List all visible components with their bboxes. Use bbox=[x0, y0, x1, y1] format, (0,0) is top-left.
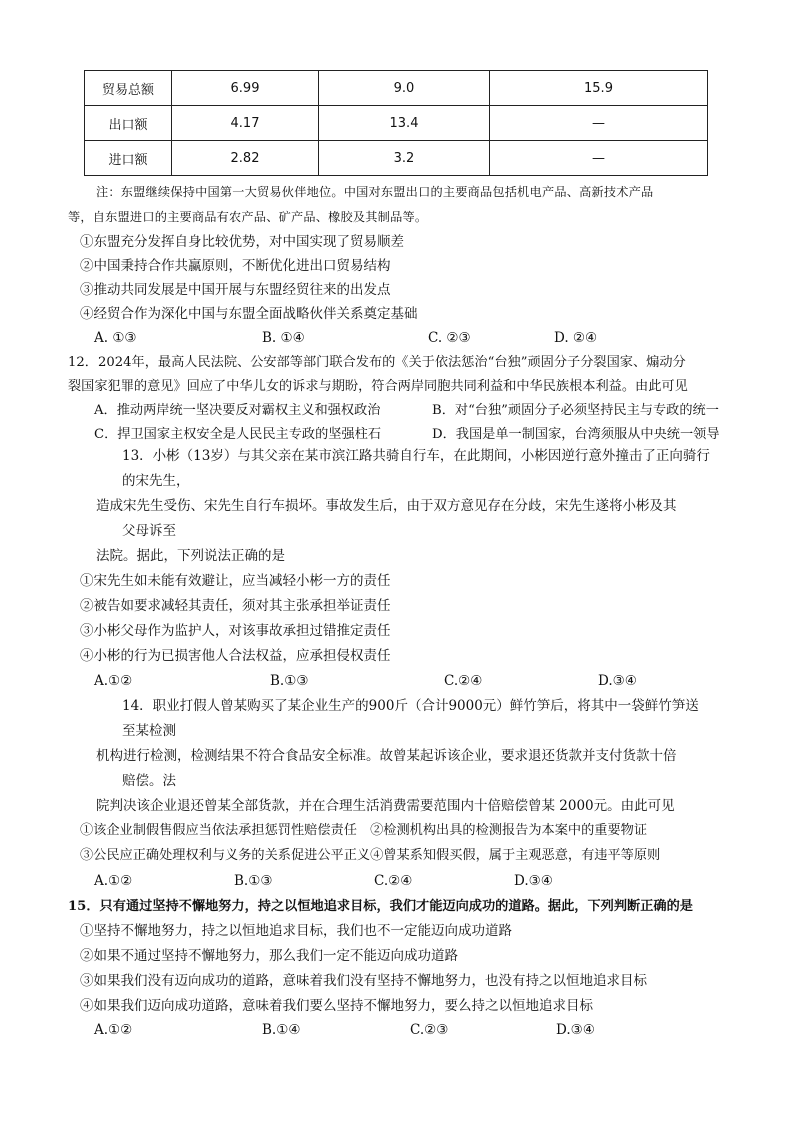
table-cell: — bbox=[490, 106, 708, 141]
q12-stem: 12．2024年，最高人民法院、公安部等部门联合发布的《关于依法惩治“台独”顽固分子分裂国家、煽动分 bbox=[68, 355, 686, 370]
table-cell: 4.17 bbox=[172, 106, 319, 141]
q13-stem: 法院。据此，下列说法正确的是 bbox=[96, 548, 285, 564]
q13-option-d: D.③④ bbox=[598, 673, 637, 689]
q13-stem: 的宋先生， bbox=[122, 473, 190, 489]
q15-item: ①坚持不懈地努力，持之以恒地追求目标，我们也不一定能迈向成功道路 bbox=[80, 923, 512, 939]
q15-option-c: C.②③ bbox=[410, 1022, 449, 1038]
q14-option-b: B.①③ bbox=[234, 873, 273, 889]
table-cell: — bbox=[490, 141, 708, 176]
q14-stem: 至某检测 bbox=[122, 723, 176, 739]
q13-stem: 造成宋先生受伤、宋先生自行车损坏。事故发生后，由于双方意见存在分歧，宋先生遂将小彬及其 bbox=[96, 498, 677, 514]
q14-stem: 机构进行检测，检测结果不符合食品安全标准。故曾某起诉该企业，要求退还货款并支付货款十倍 bbox=[96, 748, 677, 764]
q15-item: ④如果我们迈向成功道路，意味着我们要么坚持不懈地努力，要么持之以恒地追求目标 bbox=[80, 998, 593, 1014]
table-cell: 2.82 bbox=[172, 141, 319, 176]
q12-stem: 裂国家犯罪的意见》回应了中华儿女的诉求与期盼，符合两岸同胞共同利益和中华民族根本利益。由此可见 bbox=[68, 379, 688, 394]
q13-option-c: C.②④ bbox=[444, 673, 483, 689]
q15-item: ②如果不通过坚持不懈地努力，那么我们一定不能迈向成功道路 bbox=[80, 948, 458, 964]
q11-item: ②中国秉持合作共赢原则，不断优化进出口贸易结构 bbox=[80, 258, 391, 274]
q15-option-a: A.①② bbox=[94, 1022, 133, 1038]
q13-item: ④小彬的行为已损害他人合法权益，应承担侵权责任 bbox=[80, 648, 391, 664]
table-cell: 13.4 bbox=[319, 106, 490, 141]
table-row bbox=[85, 141, 708, 176]
table-note-line: 等，自东盟进口的主要商品有农产品、矿产品、橡胶及其制品等。 bbox=[68, 210, 428, 224]
table-row bbox=[85, 106, 708, 141]
table-row bbox=[85, 71, 708, 106]
q12-option-d: D．我国是单一制国家，台湾须服从中央统一领导 bbox=[432, 427, 720, 442]
q13-option-a: A.①② bbox=[94, 673, 133, 689]
q11-option-d: D. ②④ bbox=[554, 330, 598, 346]
q15-stem: 15．只有通过坚持不懈地努力，持之以恒地追求目标，我们才能迈向成功的道路。据此，下列判断正确的是 bbox=[68, 899, 693, 914]
table-note-line: 注：东盟继续保持中国第一大贸易伙伴地位。中国对东盟出口的主要商品包括机电产品、高新技术产品 bbox=[96, 185, 654, 199]
q12-option-a: A．推动两岸统一坚决要反对霸权主义和强权政治 bbox=[94, 403, 381, 418]
q14-option-d: D.③④ bbox=[514, 873, 553, 889]
table-cell: 出口额 bbox=[85, 106, 172, 141]
table-cell: 进口额 bbox=[85, 141, 172, 176]
table-cell: 贸易总额 bbox=[85, 71, 172, 106]
q13-item: ①宋先生如未能有效避让，应当减轻小彬一方的责任 bbox=[80, 573, 391, 589]
table-cell: 15.9 bbox=[490, 71, 708, 106]
q14-stem: 赔偿。法 bbox=[122, 773, 176, 789]
q14-option-a: A.①② bbox=[94, 873, 133, 889]
q14-option-c: C.②④ bbox=[374, 873, 413, 889]
q13-item: ②被告如要求减轻其责任，须对其主张承担举证责任 bbox=[80, 598, 391, 614]
table-cell: 3.2 bbox=[319, 141, 490, 176]
q14-stem: 院判决该企业退还曾某全部货款，并在合理生活消费需要范围内十倍赔偿曾某 2000元。由此可见 bbox=[96, 798, 675, 814]
q14-stem: 14．职业打假人曾某购买了某企业生产的900斤（合计9000元）鲜竹笋后，将其中一袋鲜竹笋送 bbox=[122, 698, 699, 714]
q15-option-d: D.③④ bbox=[556, 1022, 595, 1038]
table-cell: 6.99 bbox=[172, 71, 319, 106]
q11-item: ④经贸合作为深化中国与东盟全面战略伙伴关系奠定基础 bbox=[80, 306, 418, 322]
q13-stem: 13．小彬（13岁）与其父亲在某市滨江路共骑自行车，在此期间，小彬因逆行意外撞击了正向骑行 bbox=[122, 448, 710, 464]
q11-option-b: B. ①④ bbox=[262, 330, 305, 346]
q13-stem: 父母诉至 bbox=[122, 523, 176, 539]
q15-option-b: B.①④ bbox=[262, 1022, 301, 1038]
q11-item: ③推动共同发展是中国开展与东盟经贸往来的出发点 bbox=[80, 282, 391, 298]
q11-item: ①东盟充分发挥自身比较优势，对中国实现了贸易顺差 bbox=[80, 234, 404, 250]
q11-option-c: C. ②③ bbox=[428, 330, 471, 346]
q12-option-b: B．对“台独”顽固分子必须坚持民主与专政的统一 bbox=[432, 403, 719, 418]
table-cell: 9.0 bbox=[319, 71, 490, 106]
trade-table bbox=[84, 70, 708, 176]
q11-option-a: A. ①③ bbox=[94, 330, 137, 346]
q15-item: ③如果我们没有迈向成功的道路，意味着我们没有坚持不懈地努力，也没有持之以恒地追求目标 bbox=[80, 973, 647, 989]
q13-item: ③小彬父母作为监护人，对该事故承担过错推定责任 bbox=[80, 623, 391, 639]
q12-option-c: C．捍卫国家主权安全是人民民主专政的坚强柱石 bbox=[94, 427, 382, 442]
q14-items: ①该企业制假售假应当依法承担惩罚性赔偿责任 ②检测机构出具的检测报告为本案中的重要物证 bbox=[80, 823, 648, 838]
q14-items: ③公民应正确处理权利与义务的关系促进公平正义④曾某系知假买假，属于主观恶意，有违平等原则 bbox=[80, 848, 661, 863]
q13-option-b: B.①③ bbox=[270, 673, 309, 689]
